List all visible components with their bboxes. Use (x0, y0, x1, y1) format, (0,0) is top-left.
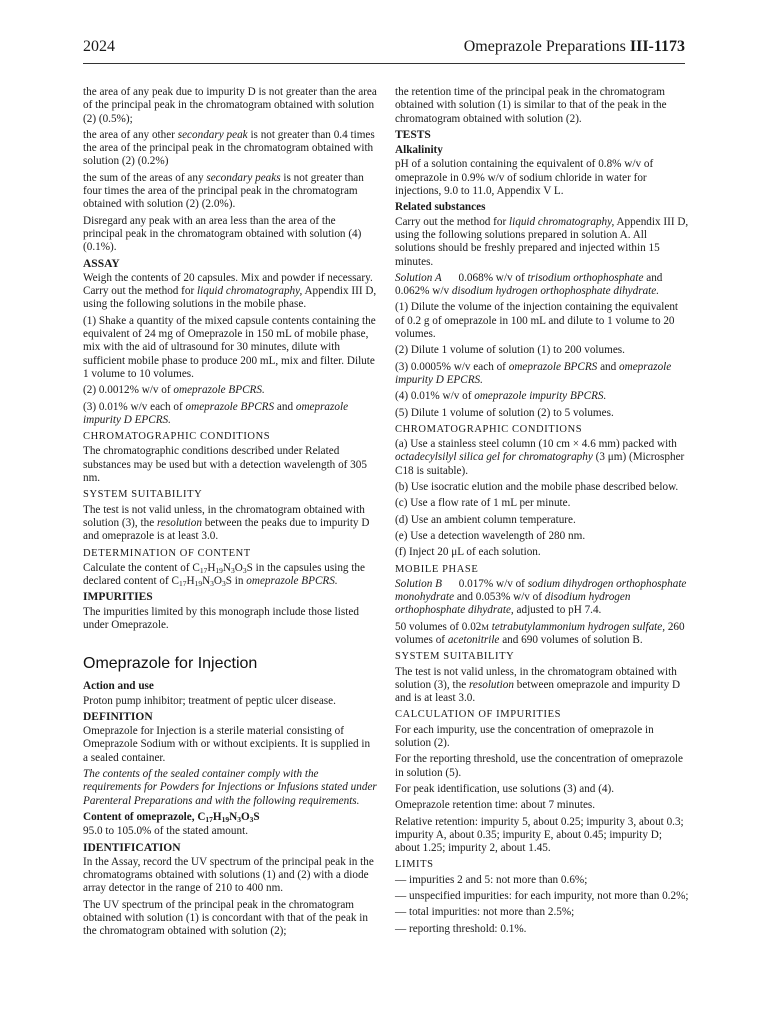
paragraph: 50 volumes of 0.02M tetrabutylammonium hydrogen sulfate, 260 volumes of acetonitrile and 690 volumes of solution B. (395, 620, 685, 646)
paragraph: The impurities limited by this monograph include those listed under Omeprazole. (83, 605, 359, 631)
paragraph: the retention time of the principal peak in the chromatogram obtained with solution (1) is similar to that of the peak in the chromatogram obtained with solution (2). (395, 86, 667, 125)
subheading-chromatographic-conditions: CHROMATOGRAPHIC CONDITIONS (395, 423, 583, 435)
section-heading-identification: IDENTIFICATION (83, 841, 181, 854)
paragraph: Omeprazole for Injection is a sterile material consisting of Omeprazole Sodium with or without excipients. It is supplied in a sealed container. (83, 725, 371, 764)
section-title: Omeprazole Preparations (463, 38, 626, 55)
paragraph: (5) Dilute 1 volume of solution (2) to 5 volumes. (395, 406, 614, 419)
paragraph: Solution B 0.017% w/v of sodium dihydrogen orthophosphate monohydrate and 0.053% w/v of disodium hydrogen orthophosphate dihydrate, adjusted to pH 7.4. (395, 577, 687, 617)
paragraph: (d) Use an ambient column temperature. (395, 513, 576, 526)
paragraph: (b) Use isocratic elution and the mobile phase described below. (395, 481, 679, 494)
paragraph: The test is not valid unless, in the chromatogram obtained with solution (3), the resolution between the peaks due to impurity D and omeprazole is at least 3.0. (83, 503, 370, 543)
limit-item: — impurities 2 and 5: not more than 0.6%; (395, 873, 588, 886)
section-heading-tests: TESTS (395, 128, 431, 141)
subheading-system-suitability: SYSTEM SUITABILITY (83, 489, 203, 501)
left-column (83, 86, 377, 942)
paragraph: For peak identification, use solutions (3) and (4). (395, 782, 615, 795)
paragraph: Solution A 0.068% w/v of trisodium orthophosphate and 0.062% w/v disodium hydrogen orthophosphate dihydrate. (395, 271, 663, 298)
paragraph-italic: The contents of the sealed container comply with the requirements for Powders for Injections or Infusions stated under Parenteral Preparations and with the following requirements. (83, 768, 377, 807)
paragraph: (c) Use a flow rate of 1 mL per minute. (395, 497, 571, 510)
paragraph: (2) 0.0012% w/v of omeprazole BPCRS. (83, 384, 265, 397)
paragraph: (4) 0.01% w/v of omeprazole impurity BPCRS. (395, 390, 607, 403)
limit-item: — total impurities: not more than 2.5%; (395, 906, 575, 919)
paragraph: For each impurity, use the concentration of omeprazole in solution (2). (395, 723, 654, 750)
paragraph: (2) Dilute 1 volume of solution (1) to 200 volumes. (395, 344, 625, 357)
limit-item: — reporting threshold: 0.1%. (395, 922, 527, 935)
subheading-system-suitability: SYSTEM SUITABILITY (395, 651, 515, 663)
paragraph: The UV spectrum of the principal peak in the chromatogram obtained with solution (1) is concordant with that of the peak in the chromatogram obtained with solution (2); (83, 898, 368, 938)
paragraph: (e) Use a detection wavelength of 280 nm. (395, 529, 586, 542)
subheading-mobile-phase: MOBILE PHASE (395, 563, 479, 575)
section-heading-definition: DEFINITION (83, 710, 153, 723)
volume-ref: III-1173 (629, 38, 685, 55)
paragraph: (a) Use a stainless steel column (10 cm × 4.6 mm) packed with octadecylsilyl silica gel for chromatography (3 μm) (Microspher C18 is suitable). (395, 438, 685, 477)
subheading-determination-of-content: DETERMINATION OF CONTENT (83, 547, 251, 559)
paragraph: (f) Inject 20 μL of each solution. (395, 546, 541, 559)
heading-related-substances: Related substances (395, 201, 486, 214)
header-rule (83, 63, 685, 64)
paragraph: For the reporting threshold, use the concentration of omeprazole in solution (5). (395, 753, 683, 779)
paragraph: Proton pump inhibitor; treatment of peptic ulcer disease. (83, 694, 336, 707)
page-number: 2024 (83, 38, 115, 55)
paragraph: the sum of the areas of any secondary peaks is not greater than four times the area of the principal peak in the chromatogram obtained with solution (2) (2.0%). (83, 171, 364, 211)
heading-content: Content of omeprazole, $C_{17}H_{19}N_3O_3S$ (83, 810, 260, 824)
section-heading-impurities: IMPURITIES (83, 591, 153, 604)
paragraph: the area of any peak due to impurity D is not greater than the area of the principal peak in the chromatogram obtained with solution (2) (0.5%); (83, 86, 377, 125)
section-heading-assay: ASSAY (83, 257, 120, 270)
paragraph: In the Assay, record the UV spectrum of the principal peak in the chromatograms obtained with solutions (1) and (2) with a diode array detector in the range of 210 to 400 nm. (83, 855, 374, 895)
paragraph: Omeprazole retention time: about 7 minutes. (395, 799, 596, 812)
heading-alkalinity: Alkalinity (395, 144, 443, 157)
heading-action-and-use: Action and use (83, 680, 154, 693)
subheading-limits: LIMITS (395, 859, 434, 871)
subheading-chromatographic-conditions: CHROMATOGRAPHIC CONDITIONS (83, 431, 271, 443)
subheading-calculation-of-impurities: CALCULATION OF IMPURITIES (395, 709, 562, 721)
paragraph: (1) Dilute the volume of the injection containing the equivalent of 0.2 g of omeprazole in 100 mL and dilute to 1 volume to 20 volumes. (395, 301, 679, 341)
paragraph: (1) Shake a quantity of the mixed capsule contents containing the equivalent of 24 mg of Omeprazole in 150 mL of mobile phase, mix with the aid of ultrasound for 30 minutes, dilute with sufficient mobile phase to produce 200 mL, mix and filter. Dilute 1 volume to 10 volumes. (83, 314, 376, 380)
paragraph: Calculate the content of $C_{17}H_{19}N_3O_3S$ in the capsules using the declared content of $C_{17}H_{19}N_3O_3S$ in omeprazole BPCRS. (83, 561, 365, 589)
paragraph: Disregard any peak with an area less than the area of the principal peak in the chromatogram obtained with solution (4) (0.1%). (83, 214, 362, 254)
monograph-title: Omeprazole for Injection (83, 655, 258, 673)
paragraph: (3) 0.0005% w/v each of omeprazole BPCRS and omeprazole impurity D EPCRS. (395, 360, 672, 386)
paragraph: Relative retention: impurity 5, about 0.25; impurity 3, about 0.3; impurity A, about 0.35; impurity E, about 0.45; impurity D; about 1.25; impurity 2, about 1.45. (395, 815, 684, 855)
paragraph: Carry out the method for liquid chromatography, Appendix III D, using the following solutions prepared in solution A. All solutions should be freshly prepared and injected within 15 minutes. (395, 215, 689, 268)
paragraph: pH of a solution containing the equivalent of 0.8% w/v of omeprazole in 0.9% w/v of sodium chloride in water for injections, 9.0 to 11.0, Appendix V L. (395, 158, 654, 198)
paragraph: Weigh the contents of 20 capsules. Mix and powder if necessary. Carry out the method for liquid chromatography, Appendix III D, using the following solutions in the mobile phase. (83, 271, 377, 311)
page-header (83, 38, 685, 62)
paragraph: 95.0 to 105.0% of the stated amount. (83, 825, 248, 838)
paragraph: (3) 0.01% w/v each of omeprazole BPCRS and omeprazole impurity D EPCRS. (83, 400, 349, 426)
running-title (464, 38, 685, 56)
paragraph: the area of any other secondary peak is not greater than 0.4 times the area of the principal peak in the chromatogram obtained with solution (2) (0.2%) (83, 128, 375, 168)
limit-item: — unspecified impurities: for each impurity, not more than 0.2%; (395, 890, 689, 903)
right-column (395, 86, 689, 939)
paragraph: The chromatographic conditions described under Related substances may be used but with a detection wavelength of 305 nm. (83, 445, 367, 485)
paragraph: The test is not valid unless, in the chromatogram obtained with solution (3), the resolution between omeprazole and impurity D and is at least 3.0. (395, 665, 681, 705)
